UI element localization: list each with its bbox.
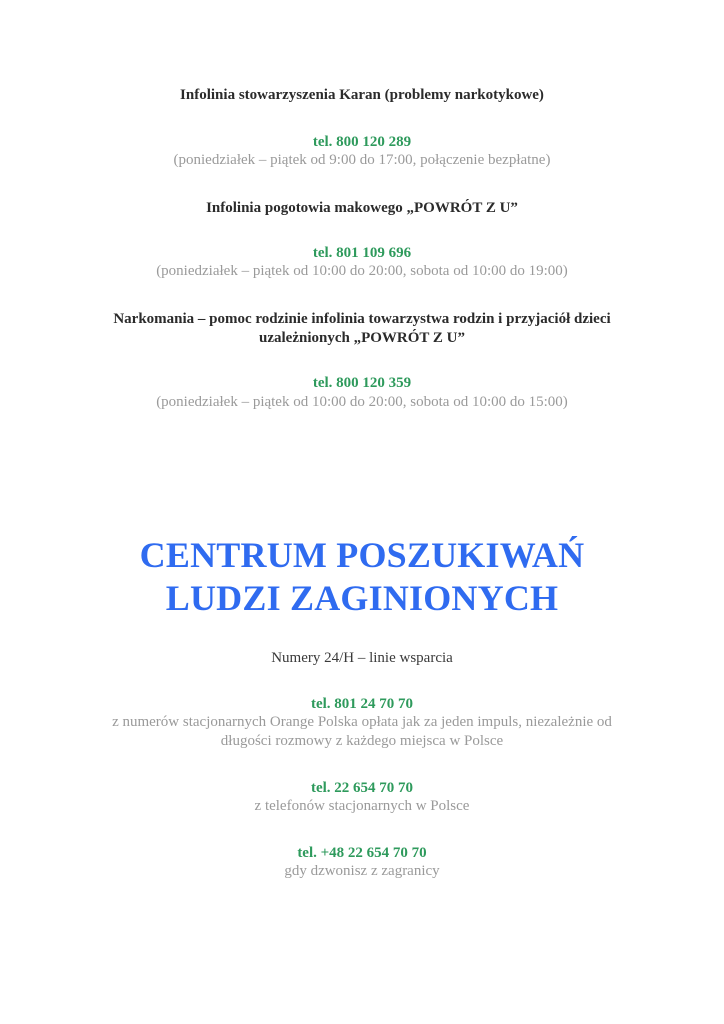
helpline-phone: tel. 801 109 696 xyxy=(312,245,412,261)
support-note: gdy dzwonisz z zagranicy xyxy=(284,863,440,879)
helpline-heading: Narkomania – pomoc rodzinie infolinia towarzystwa rodzin i przyjaciół dzieci xyxy=(113,311,611,327)
helpline-heading: uzależnionych „POWRÓT Z U” xyxy=(259,330,465,346)
support-phone: tel. 22 654 70 70 xyxy=(310,780,414,796)
support-phone: tel. 801 24 70 70 xyxy=(310,696,414,712)
helpline-hours: (poniedziałek – piątek od 9:00 do 17:00, połączenie bezpłatne) xyxy=(173,152,551,168)
helpline-phone: tel. 800 120 289 xyxy=(312,134,412,150)
support-note: długości rozmowy z każdego miejsca w Polsce xyxy=(220,733,504,749)
helpline-hours: (poniedziałek – piątek od 10:00 do 20:00, sobota od 10:00 do 19:00) xyxy=(156,263,568,279)
helpline-phone: tel. 800 120 359 xyxy=(312,375,412,391)
section-subtitle: Numery 24/H – linie wsparcia xyxy=(271,650,453,666)
helpline-hours: (poniedziałek – piątek od 10:00 do 20:00, sobota od 10:00 do 15:00) xyxy=(156,394,568,410)
section-title: LUDZI ZAGINIONYCH xyxy=(165,578,559,618)
support-note: z telefonów stacjonarnych w Polsce xyxy=(254,798,470,814)
section-title: CENTRUM POSZUKIWAŃ xyxy=(139,535,585,575)
helpline-heading: Infolinia pogotowia makowego „POWRÓT Z U” xyxy=(206,200,518,216)
support-note: z numerów stacjonarnych Orange Polska opłata jak za jeden impuls, niezależnie od xyxy=(112,714,612,730)
helpline-heading: Infolinia stowarzyszenia Karan (problemy narkotykowe) xyxy=(180,87,544,103)
support-phone: tel. +48 22 654 70 70 xyxy=(297,845,427,861)
